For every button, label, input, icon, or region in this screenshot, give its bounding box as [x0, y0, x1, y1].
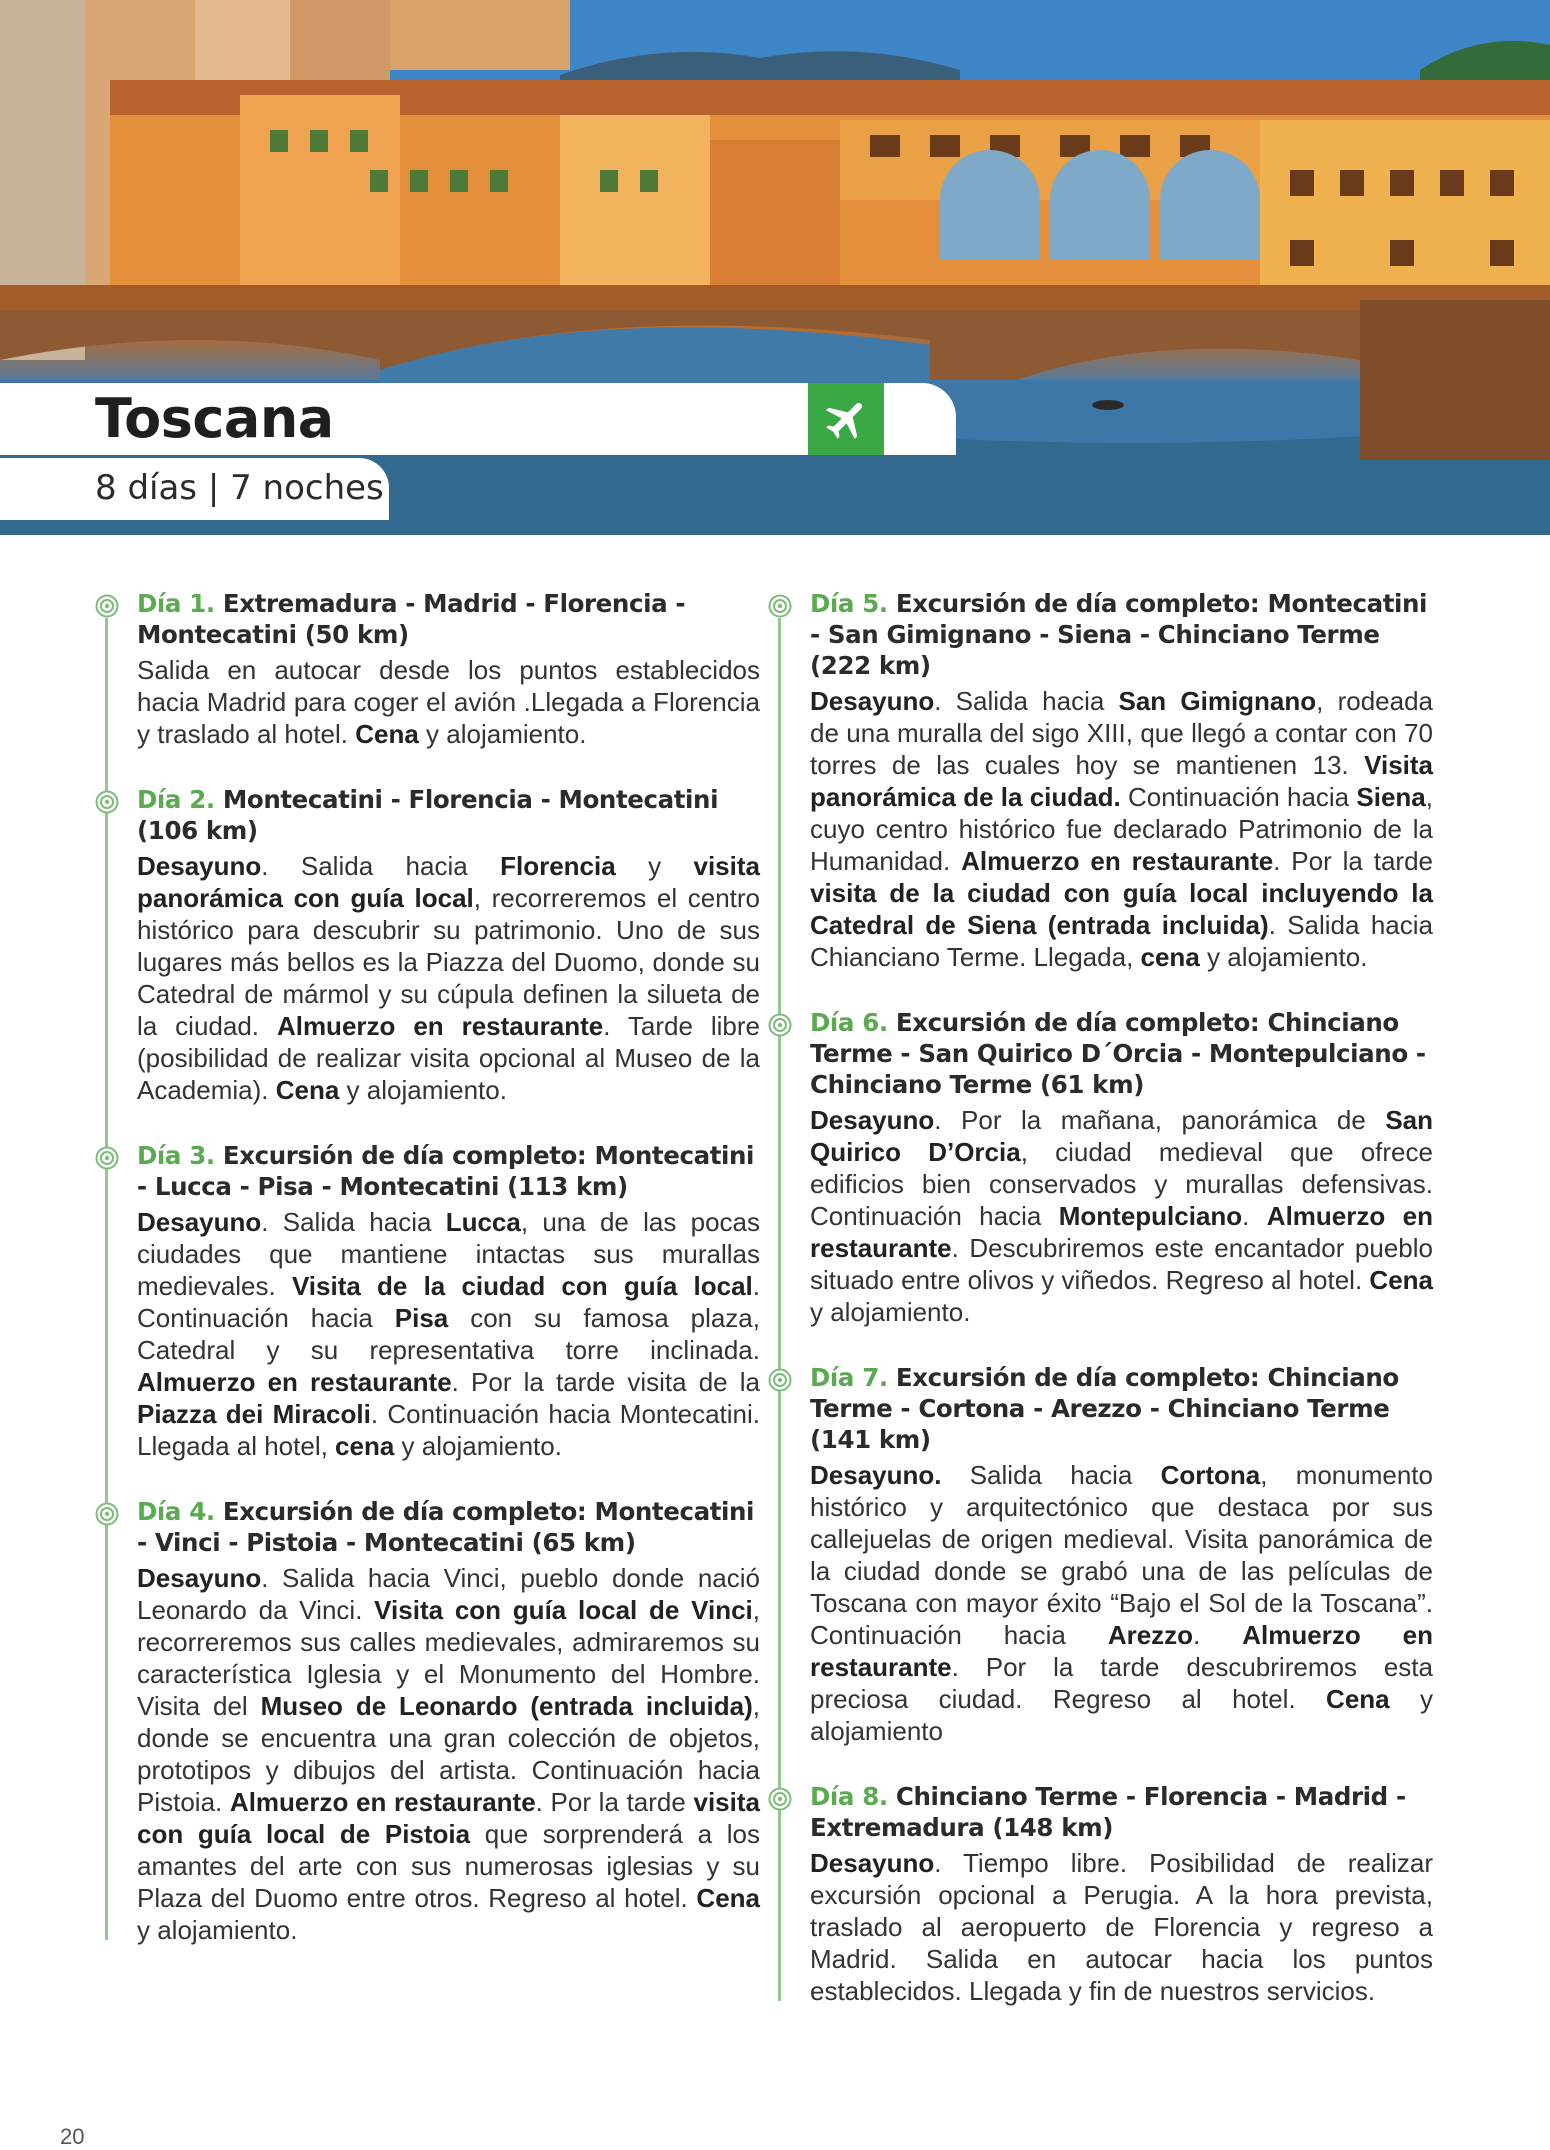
- highlight-text: Arezzo: [1107, 1620, 1194, 1650]
- day-number: Día 2.: [137, 785, 215, 814]
- description-text: . Por la tarde descubriremos esta preciosa ciudad. Regreso al hotel.: [810, 1652, 1433, 1714]
- highlight-text: Cena: [1326, 1684, 1390, 1714]
- description-text: .: [1193, 1620, 1243, 1650]
- day-title: Chinciano Terme - Florencia - Madrid - Extremadura (148 km): [810, 1782, 1406, 1842]
- description-text: . Salida hacia Chianciano Terme. Llegada,: [810, 910, 1433, 972]
- timeline-bullet-icon: [95, 790, 119, 814]
- day-heading: [810, 588, 1433, 681]
- description-text: con su famosa plaza, Catedral y su representativa torre inclinada.: [137, 1303, 760, 1365]
- day-description: [137, 654, 760, 750]
- description-text: . Tarde libre (posibilidad de realizar visita opcional al Museo de la Academia).: [137, 1011, 760, 1105]
- day-title: Montecatini - Florencia - Montecatini (106 km): [137, 785, 719, 845]
- highlight-text: Desayuno: [810, 1848, 935, 1878]
- highlight-text: Cortona: [1160, 1460, 1261, 1490]
- highlight-text: Desayuno: [137, 1563, 262, 1593]
- highlight-text: Museo de Leonardo (entrada incluida): [260, 1691, 753, 1721]
- description-text: y alojamiento.: [339, 1075, 507, 1105]
- day-description: [810, 1459, 1433, 1747]
- timeline-bullet-icon: [95, 1146, 119, 1170]
- day-number: Día 3.: [137, 1141, 215, 1170]
- day-number: Día 6.: [810, 1008, 888, 1037]
- day-description: [137, 1562, 760, 1946]
- day-heading: [810, 1007, 1433, 1100]
- highlight-text: visita de la ciudad con guía local incluyendo la Catedral de Siena (entrada incluida): [810, 878, 1433, 940]
- day-title: Excursión de día completo: Montecatini - San Gimignano - Siena - Chinciano Terme (222 km): [810, 589, 1428, 680]
- description-text: . Salida hacia: [261, 851, 501, 881]
- day-heading: [137, 1140, 760, 1202]
- itinerary-day: [105, 588, 760, 750]
- day-title: Excursión de día completo: Montecatini - Lucca - Pisa - Montecatini (113 km): [137, 1141, 755, 1201]
- highlight-text: Cena: [696, 1883, 760, 1913]
- description-text: y alojamiento.: [394, 1431, 562, 1461]
- highlight-text: Cena: [355, 719, 419, 749]
- highlight-text: Cena: [1369, 1265, 1433, 1295]
- highlight-text: Visita de la ciudad con guía local: [291, 1271, 753, 1301]
- itinerary-day: [778, 1007, 1433, 1328]
- itinerary-day: [105, 1496, 760, 1946]
- day-description: [810, 1847, 1433, 2007]
- description-text: . Salida hacia: [261, 1207, 446, 1237]
- description-text: que sorprenderá a los amantes del arte con sus numerosas iglesias y su Plaza del Duomo entre otros. Regreso al hotel.: [137, 1819, 761, 1913]
- description-text: y alojamiento.: [137, 1915, 298, 1945]
- description-text: , cuyo centro histórico fue declarado Patrimonio de la Humanidad.: [810, 782, 1433, 876]
- description-text: . Continuación hacia Montecatini. Llegada al hotel,: [137, 1399, 760, 1461]
- description-text: , recorreremos sus calles medievales, admiraremos su característica Iglesia y el Monumento del Hombre. Visita del: [137, 1595, 760, 1721]
- day-number: Día 8.: [810, 1782, 888, 1811]
- highlight-text: San Quirico D’Orcia: [810, 1105, 1433, 1167]
- highlight-text: visita con guía local de Pistoia: [137, 1787, 760, 1849]
- timeline-bullet-icon: [768, 1368, 792, 1392]
- description-text: y: [615, 851, 694, 881]
- description-text: . Por la mañana, panorámica de: [934, 1105, 1386, 1135]
- timeline-bullet-icon: [768, 1013, 792, 1037]
- day-heading: [137, 1496, 760, 1558]
- highlight-text: Visita con guía local de Vinci: [374, 1595, 753, 1625]
- description-text: , monumento histórico y arquitectónico que destaca por sus callejuelas de origen medieval. Visita panorámica de la ciudad donde se grabó una de las películas de Toscana con mayor éxito “Bajo el Sol de la Toscana”. Continuación hacia: [810, 1460, 1433, 1650]
- highlight-text: Almuerzo en restaurante: [276, 1011, 604, 1041]
- itinerary-column-right: [778, 588, 1433, 2041]
- timeline-bullet-icon: [95, 594, 119, 618]
- highlight-text: Almuerzo en restaurante: [810, 1620, 1433, 1682]
- highlight-text: Desayuno: [137, 851, 262, 881]
- day-heading: [810, 1781, 1433, 1843]
- highlight-text: Almuerzo en restaurante: [229, 1787, 536, 1817]
- highlight-text: Lucca: [445, 1207, 521, 1237]
- itinerary-day: [105, 784, 760, 1106]
- itinerary-day: [778, 1781, 1433, 2007]
- itinerary-column-left: [105, 588, 760, 1980]
- description-text: , ciudad medieval que ofrece edificios bien conservados y murallas defensivas. Continuación hacia: [810, 1137, 1433, 1231]
- highlight-text: Almuerzo en restaurante: [137, 1367, 452, 1397]
- page-number: 20: [60, 2124, 85, 2149]
- description-text: Salida hacia: [941, 1460, 1161, 1490]
- highlight-text: visita panorámica con guía local: [137, 851, 760, 913]
- description-text: . Salida hacia Vinci, pueblo donde nació Leonardo da Vinci.: [137, 1563, 760, 1625]
- description-text: y alojamiento.: [810, 1297, 971, 1327]
- description-text: y alojamiento.: [1199, 942, 1368, 972]
- day-description: [810, 685, 1433, 973]
- description-text: , una de las pocas ciudades que mantiene intactas sus murallas medievales.: [137, 1207, 760, 1301]
- description-text: , rodeada de una muralla del sigo XIII, que llegó a contar con 70 torres de las cuales hoy se mantienen 13.: [810, 686, 1433, 780]
- highlight-text: Piazza dei Miracoli: [137, 1399, 371, 1429]
- highlight-text: cena: [1140, 942, 1200, 972]
- description-text: . Por la tarde: [535, 1787, 694, 1817]
- highlight-text: Florencia: [500, 851, 616, 881]
- day-description: [137, 850, 760, 1106]
- day-description: [810, 1104, 1433, 1328]
- day-heading: [810, 1362, 1433, 1455]
- description-text: Salida en autocar desde los puntos establecidos hacia Madrid para coger el avión .Llegada a Florencia y traslado al hotel.: [137, 655, 760, 749]
- day-number: Día 5.: [810, 589, 888, 618]
- day-description: [137, 1206, 760, 1462]
- description-text: Continuación hacia: [1120, 782, 1357, 812]
- highlight-text: Desayuno: [810, 686, 935, 716]
- day-title: Excursión de día completo: Chinciano Terme - San Quirico D´Orcia - Montepulciano - Chinciano Terme (61 km): [810, 1008, 1426, 1099]
- day-title: Excursión de día completo: Chinciano Terme - Cortona - Arezzo - Chinciano Terme (141 km): [810, 1363, 1399, 1454]
- highlight-text: Siena: [1356, 782, 1426, 812]
- description-text: y alojamiento: [810, 1684, 1433, 1746]
- airplane-icon: [819, 392, 873, 446]
- day-number: Día 4.: [137, 1497, 215, 1526]
- timeline-bullet-icon: [95, 1502, 119, 1526]
- description-text: .: [1242, 1201, 1267, 1231]
- highlight-text: Almuerzo en restaurante: [810, 1201, 1433, 1263]
- day-number: Día 1.: [137, 589, 215, 618]
- description-text: . Por la tarde visita de la: [451, 1367, 760, 1397]
- day-heading: [137, 784, 760, 846]
- itinerary-day: [105, 1140, 760, 1462]
- airplane-badge: [808, 383, 884, 455]
- highlight-text: Pisa: [394, 1303, 449, 1333]
- description-text: , donde se encuentra una gran colección de objetos, prototipos y dibujos del artista. Continuación hacia Pistoia.: [137, 1691, 760, 1817]
- highlight-text: Montepulciano: [1058, 1201, 1243, 1231]
- description-text: , recorreremos el centro histórico para descubrir su patrimonio. Uno de sus lugares más bellos es la Piazza del Duomo, donde su Catedral de mármol y su cúpula definen la silueta de la ciudad.: [137, 883, 760, 1041]
- highlight-text: cena: [335, 1431, 395, 1461]
- itinerary-day: [778, 588, 1433, 973]
- highlight-text: San Gimignano: [1118, 686, 1317, 716]
- highlight-text: Visita panorámica de la ciudad.: [810, 750, 1433, 812]
- description-text: . Descubriremos este encantador pueblo situado entre olivos y viñedos. Regreso al hotel.: [810, 1233, 1433, 1295]
- description-text: . Tiempo libre. Posibilidad de realizar excursión opcional a Perugia. A la hora prevista, traslado al aeropuerto de Florencia y regreso a Madrid. Salida en autocar hacia los puntos establecidos. Llegada y fin de nuestros servicios.: [810, 1848, 1433, 2006]
- highlight-text: Desayuno.: [810, 1460, 942, 1490]
- page-title: Toscana: [95, 387, 334, 450]
- timeline-bullet-icon: [768, 1787, 792, 1811]
- day-number: Día 7.: [810, 1363, 888, 1392]
- highlight-text: Cena: [275, 1075, 340, 1105]
- timeline-bullet-icon: [768, 594, 792, 618]
- highlight-text: Desayuno: [810, 1105, 935, 1135]
- highlight-text: Almuerzo en restaurante: [961, 846, 1274, 876]
- day-title: Excursión de día completo: Montecatini - Vinci - Pistoia - Montecatini (65 km): [137, 1497, 755, 1557]
- day-title: Extremadura - Madrid - Florencia - Montecatini (50 km): [137, 589, 686, 649]
- highlight-text: Desayuno: [137, 1207, 262, 1237]
- description-text: y alojamiento.: [418, 719, 587, 749]
- day-heading: [137, 588, 760, 650]
- description-text: . Salida hacia: [934, 686, 1119, 716]
- description-text: . Por la tarde: [1273, 846, 1433, 876]
- description-text: . Continuación hacia: [137, 1271, 760, 1333]
- itinerary-day: [778, 1362, 1433, 1747]
- trip-duration: 8 días | 7 noches: [95, 468, 384, 508]
